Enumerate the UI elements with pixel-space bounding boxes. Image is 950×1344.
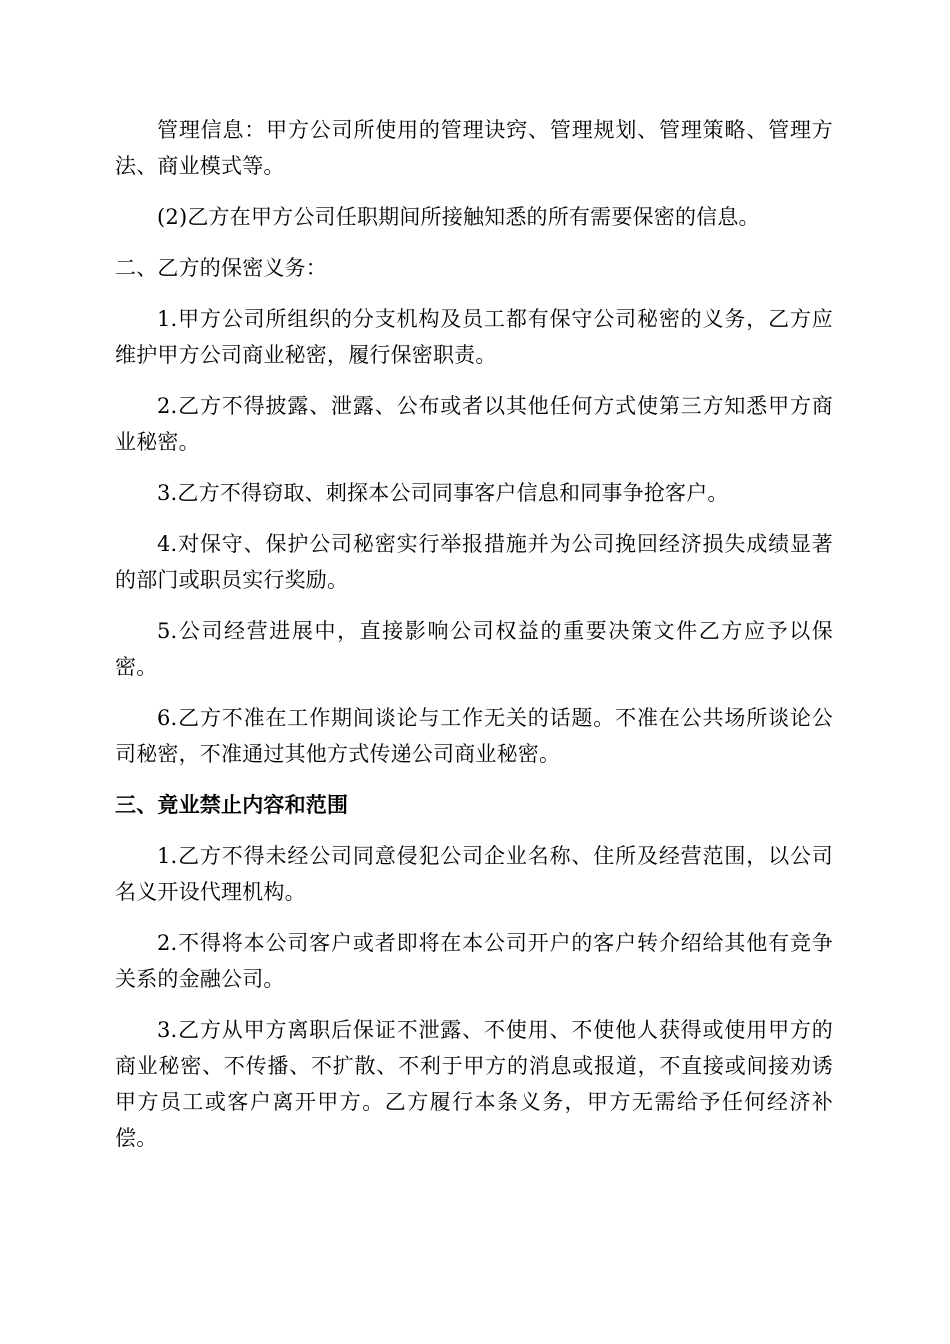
list-item: 4.对保守、保护公司秘密实行举报措施并为公司挽回经济损失成绩显著的部门或职员实行奖励。 (115, 532, 833, 592)
paragraph-confidential-info: (2)乙方在甲方公司任职期间所接触知悉的所有需要保密的信息。 (157, 205, 760, 229)
list-item: 2.乙方不得披露、泄露、公布或者以其他任何方式使第三方知悉甲方商业秘密。 (115, 394, 833, 454)
list-item: 3.乙方不得窃取、刺探本公司同事客户信息和同事争抢客户。 (157, 481, 729, 505)
list-item: 1.乙方不得未经公司同意侵犯公司企业名称、住所及经营范围，以公司名义开设代理机构。 (115, 844, 833, 904)
section-heading-non-compete: 三、竟业禁止内容和范围 (115, 792, 349, 817)
list-item: 3.乙方从甲方离职后保证不泄露、不使用、不使他人获得或使用甲方的商业秘密、不传播、不扩散、不利于甲方的消息或报道，不直接或间接劝诱甲方员工或客户离开甲方。乙方履行本条义务，甲方无需给予任何经济补偿。 (115, 1018, 833, 1150)
section-heading-confidentiality-duties: 二、乙方的保密义务： (115, 256, 327, 280)
document-body (115, 112, 833, 1171)
list-item: 5.公司经营进展中，直接影响公司权益的重要决策文件乙方应予以保密。 (115, 619, 833, 679)
list-item: 2.不得将本公司客户或者即将在本公司开户的客户转介绍给其他有竞争关系的金融公司。 (115, 931, 833, 991)
list-item: 6.乙方不准在工作期间谈论与工作无关的话题。不准在公共场所谈论公司秘密，不准通过其他方式传递公司商业秘密。 (115, 706, 833, 766)
paragraph-management-info: 管理信息：甲方公司所使用的管理诀窍、管理规划、管理策略、管理方法、商业模式等。 (115, 118, 833, 178)
list-item: 1.甲方公司所组织的分支机构及员工都有保守公司秘密的义务，乙方应维护甲方公司商业秘密，履行保密职责。 (115, 307, 833, 367)
